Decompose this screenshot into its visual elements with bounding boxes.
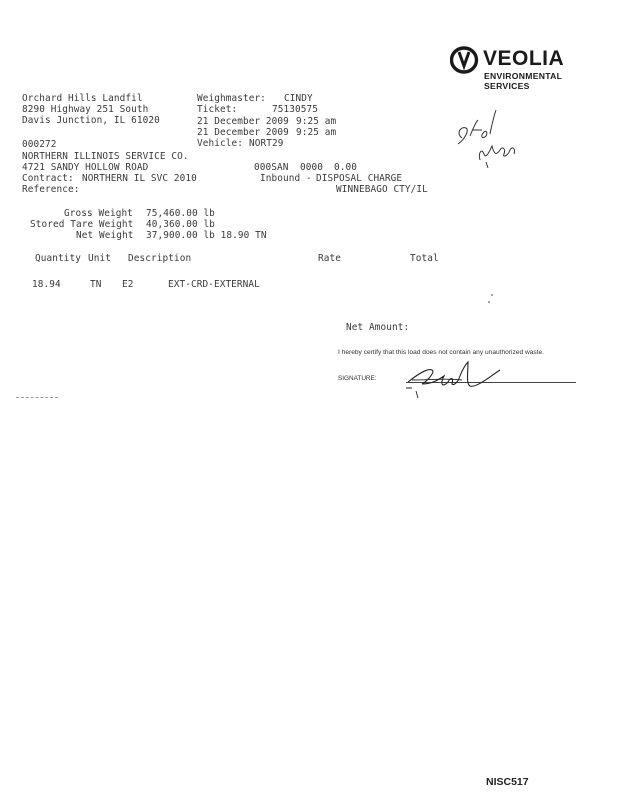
customer-address: 4721 SANDY HOLLOW ROAD	[22, 162, 149, 173]
date-in: 21 December 2009	[197, 116, 289, 127]
site-address-2: Davis Junction, IL 61020	[22, 115, 160, 126]
vehicle-value: NORT29	[249, 138, 284, 149]
col-quantity-header: Quantity	[35, 253, 81, 264]
code-b: 0000	[300, 162, 323, 173]
ticket-value: 75130575	[272, 104, 318, 115]
row-quantity: 18.94	[32, 279, 61, 290]
net-weight-label: Net Weight	[76, 230, 134, 241]
logo-subtitle-1: ENVIRONMENTAL	[484, 71, 563, 81]
reference-value: WINNEBAGO CTY/IL	[336, 184, 428, 195]
time-out: 9:25 am	[296, 127, 337, 138]
speck-mark	[488, 301, 490, 303]
handwritten-signature-icon	[388, 358, 508, 404]
weighmaster-label: Weighmaster:	[197, 93, 266, 104]
handwritten-note-icon	[450, 100, 530, 180]
tare-weight-label: Stored Tare Weight	[30, 219, 134, 230]
customer-id: 000272	[22, 139, 57, 150]
row-description: EXT-CRD-EXTERNAL	[168, 279, 260, 290]
weighmaster-value: CINDY	[284, 93, 313, 104]
reference-label: Reference:	[22, 184, 80, 195]
col-unit-header: Unit	[88, 253, 111, 264]
gross-weight-label: Gross Weight	[64, 208, 133, 219]
code-a: 000SAN	[254, 162, 289, 173]
logo-wordmark: VEOLIA	[483, 47, 565, 70]
inbound-value: DISPOSAL CHARGE	[316, 173, 403, 184]
customer-name: NORTHERN ILLINOIS SERVICE CO.	[22, 151, 189, 162]
logo-subtitle-2: SERVICES	[484, 81, 530, 91]
inbound-label: Inbound -	[260, 173, 312, 184]
certification-text: I hereby certify that this load does not contain any unauthorized waste.	[338, 349, 544, 356]
speck-mark	[491, 294, 493, 296]
gross-weight-value: 75,460.00 lb	[146, 208, 215, 219]
tare-weight-value: 40,360.00 lb	[146, 219, 215, 230]
vehicle-label: Vehicle:	[197, 138, 243, 149]
signature-label: SIGNATURE:	[338, 375, 377, 382]
veolia-logo-icon	[450, 46, 480, 74]
date-out: 21 December 2009	[197, 127, 289, 138]
code-c: 0.00	[334, 162, 357, 173]
row-unit: TN	[90, 279, 102, 290]
site-address-1: 8290 Highway 251 South	[22, 104, 149, 115]
col-rate-header: Rate	[318, 253, 341, 264]
net-amount-label: Net Amount:	[346, 322, 410, 333]
veolia-logo	[450, 44, 600, 94]
ticket-label: Ticket:	[197, 104, 238, 115]
margin-dash	[16, 397, 58, 398]
time-in: 9:25 am	[296, 116, 337, 127]
row-code: E2	[122, 279, 134, 290]
page-id: NISC517	[486, 776, 529, 788]
col-total-header: Total	[410, 253, 439, 264]
col-description-header: Description	[128, 253, 192, 264]
contract-value: NORTHERN IL SVC 2010	[82, 173, 197, 184]
contract-label: Contract:	[22, 173, 74, 184]
site-name: Orchard Hills Landfil	[22, 93, 143, 104]
net-weight-value: 37,900.00 lb 18.90 TN	[146, 230, 267, 241]
